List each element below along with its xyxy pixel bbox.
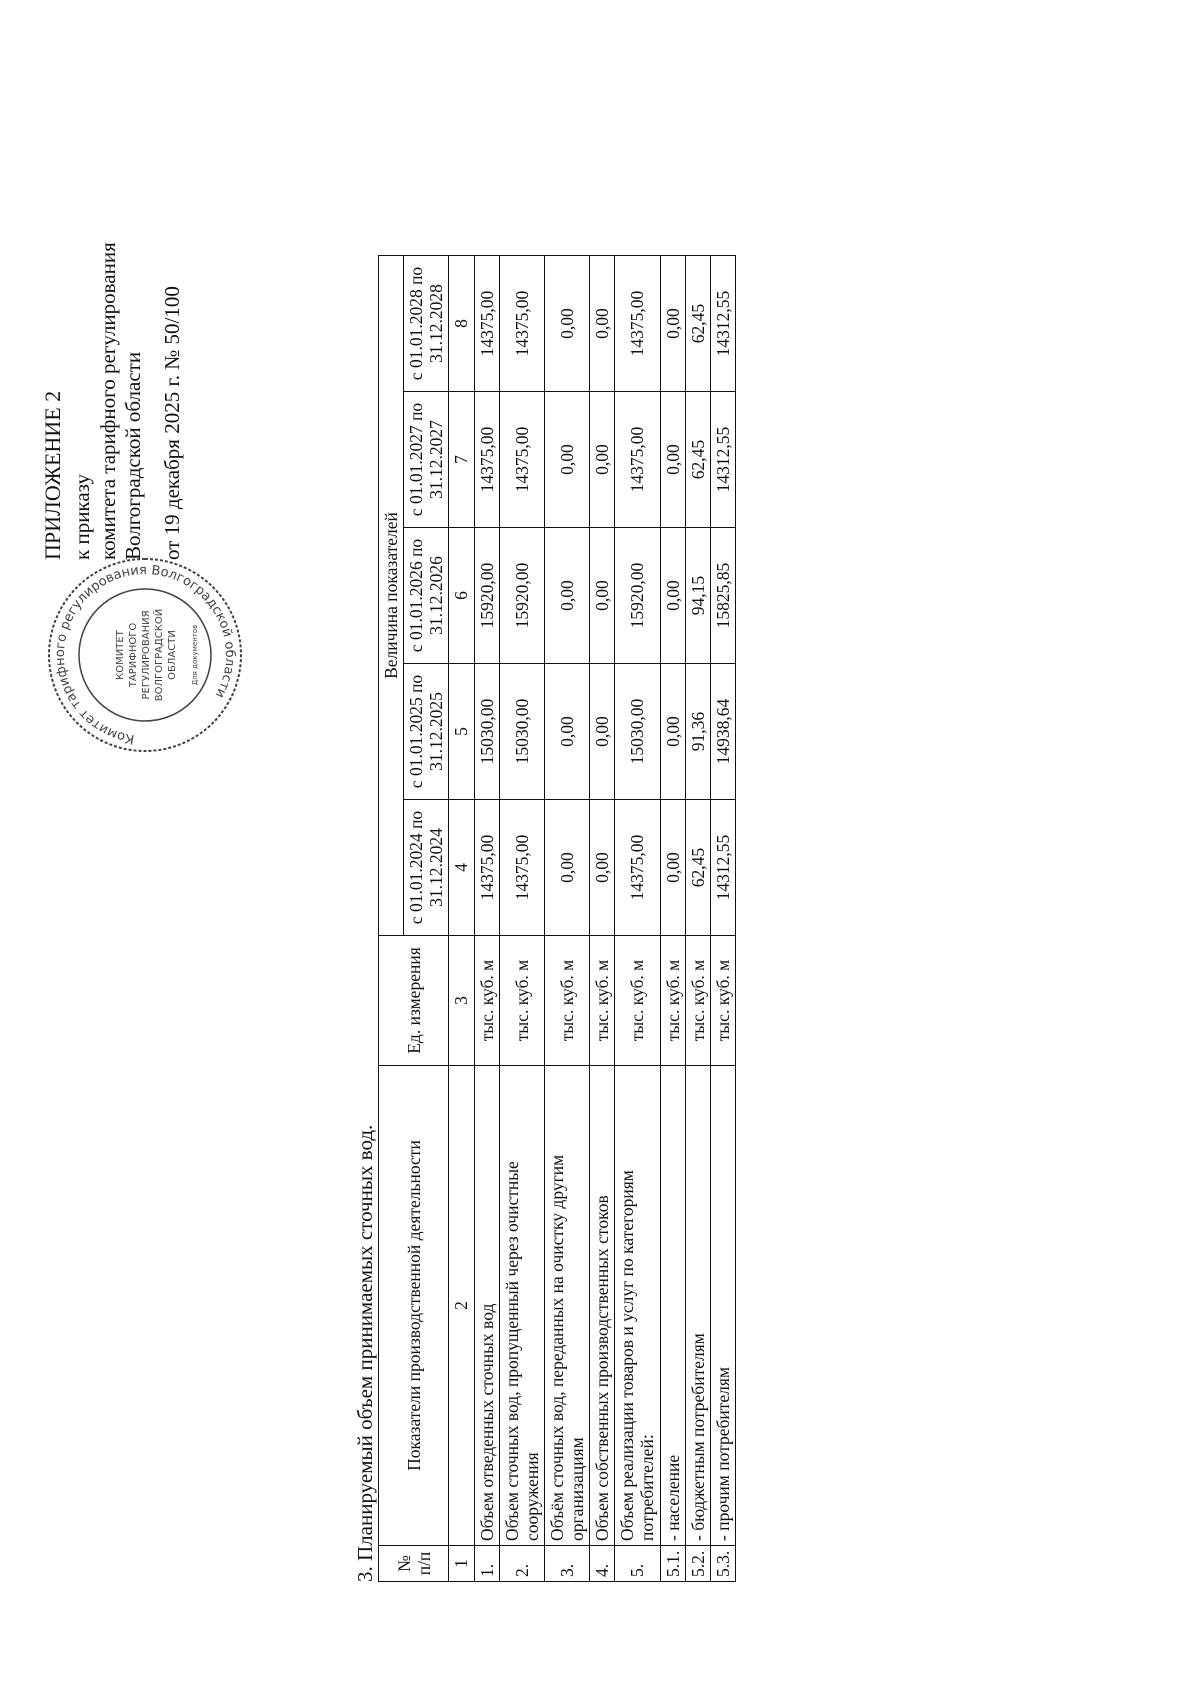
row-value: 14375,00	[474, 256, 499, 392]
row-value: 15030,00	[474, 664, 499, 800]
row-indicator: - прочим потребителям	[710, 1066, 735, 1546]
svg-text:ОБЛАСТИ: ОБЛАСТИ	[167, 630, 178, 680]
svg-text:КОМИТЕТ: КОМИТЕТ	[115, 630, 126, 680]
row-value: 0,00	[544, 528, 589, 664]
row-unit: тыс. куб. м	[615, 936, 660, 1066]
row-value: 14375,00	[474, 800, 499, 936]
row-value: 0,00	[660, 664, 685, 800]
header-line-order: к приказу	[70, 474, 95, 560]
row-value: 0,00	[660, 256, 685, 392]
row-number: 2.	[499, 1546, 544, 1582]
stamp-outer-text: Комитет тарифного регулирования Волгоградской области	[52, 562, 238, 747]
row-value: 15825,85	[710, 528, 735, 664]
index-cell: 7	[449, 392, 474, 528]
row-indicator: Объем реализации товаров и услуг по категориям потребителей:	[615, 1066, 660, 1546]
table-row	[660, 256, 685, 1582]
header-period: с 01.01.2027 по 31.12.2027	[404, 392, 449, 528]
row-number: 1.	[474, 1546, 499, 1582]
index-cell: 1	[449, 1546, 474, 1582]
table-row	[590, 256, 615, 1582]
row-unit: тыс. куб. м	[544, 936, 589, 1066]
index-cell: 4	[449, 800, 474, 936]
header-unit: Ед. измерения	[379, 936, 449, 1066]
row-value: 14375,00	[499, 256, 544, 392]
official-seal-icon	[45, 555, 245, 755]
table-index-row	[449, 256, 474, 1582]
header-line-committee: комитета тарифного регулирования	[95, 242, 120, 560]
index-cell: 5	[449, 664, 474, 800]
table-row	[499, 256, 544, 1582]
row-value: 14312,55	[710, 800, 735, 936]
svg-text:ВОЛГОГРАДСКОЙ: ВОЛГОГРАДСКОЙ	[154, 608, 165, 702]
header-period: с 01.01.2026 по 31.12.2026	[404, 528, 449, 664]
row-value: 15030,00	[499, 664, 544, 800]
row-value: 14375,00	[499, 392, 544, 528]
row-value: 0,00	[590, 256, 615, 392]
row-number: 5.3.	[710, 1546, 735, 1582]
row-unit: тыс. куб. м	[660, 936, 685, 1066]
row-value: 0,00	[590, 664, 615, 800]
table-row	[615, 256, 660, 1582]
row-number: 4.	[590, 1546, 615, 1582]
header-group: Величина показателей	[379, 256, 404, 936]
row-value: 14375,00	[615, 392, 660, 528]
row-value: 0,00	[590, 392, 615, 528]
index-cell: 2	[449, 1066, 474, 1546]
row-value: 15920,00	[615, 528, 660, 664]
row-value: 14375,00	[499, 800, 544, 936]
table-row	[710, 256, 735, 1582]
row-value: 15920,00	[474, 528, 499, 664]
row-value: 14938,64	[710, 664, 735, 800]
appendix-header	[40, 60, 185, 560]
index-cell: 6	[449, 528, 474, 664]
row-indicator: Объём сточных вод, переданных на очистку другим организациям	[544, 1066, 589, 1546]
row-indicator: - население	[660, 1066, 685, 1546]
section-title: 3. Планируемый объем принимаемых сточных вод.	[353, 1124, 377, 1582]
index-cell: 3	[449, 936, 474, 1066]
header-indicator: Показатели производственной деятельности	[379, 1066, 449, 1546]
row-value: 0,00	[660, 528, 685, 664]
row-value: 14312,55	[710, 392, 735, 528]
row-unit: тыс. куб. м	[685, 936, 710, 1066]
table-row	[474, 256, 499, 1582]
row-value: 15920,00	[499, 528, 544, 664]
row-value: 94,15	[685, 528, 710, 664]
order-date: от 19 декабря 2025 г. № 50/100	[159, 286, 184, 560]
row-number: 5.2.	[685, 1546, 710, 1582]
row-indicator: Объем отведенных сточных вод	[474, 1066, 499, 1546]
row-unit: тыс. куб. м	[710, 936, 735, 1066]
svg-text:Для документов: Для документов	[191, 624, 199, 686]
row-value: 0,00	[660, 392, 685, 528]
row-number: 3.	[544, 1546, 589, 1582]
row-indicator: - бюджетным потребителям	[685, 1066, 710, 1546]
row-value: 0,00	[660, 800, 685, 936]
row-value: 0,00	[544, 392, 589, 528]
wastewater-volume-table	[378, 255, 736, 1582]
table-row	[685, 256, 710, 1582]
row-unit: тыс. куб. м	[590, 936, 615, 1066]
row-value: 62,45	[685, 256, 710, 392]
header-period: с 01.01.2028 по 31.12.2028	[404, 256, 449, 392]
row-value: 14375,00	[615, 800, 660, 936]
row-value: 0,00	[544, 800, 589, 936]
row-value: 0,00	[590, 528, 615, 664]
row-indicator: Объем сточных вод, пропущенный через очистные сооружения	[499, 1066, 544, 1546]
row-value: 14312,55	[710, 256, 735, 392]
row-number: 5.	[615, 1546, 660, 1582]
header-period: с 01.01.2024 по 31.12.2024	[404, 800, 449, 936]
row-value: 0,00	[544, 256, 589, 392]
row-value: 62,45	[685, 800, 710, 936]
header-line-region: Волгоградской области	[120, 351, 145, 560]
row-value: 91,36	[685, 664, 710, 800]
header-period: с 01.01.2025 по 31.12.2025	[404, 664, 449, 800]
table-header-row	[379, 256, 404, 1582]
row-value: 14375,00	[474, 392, 499, 528]
svg-text:РЕГУЛИРОВАНИЯ: РЕГУЛИРОВАНИЯ	[141, 610, 152, 700]
row-value: 0,00	[590, 800, 615, 936]
row-value: 62,45	[685, 392, 710, 528]
row-value: 0,00	[544, 664, 589, 800]
row-indicator: Объем собственных производственных стоков	[590, 1066, 615, 1546]
svg-text:ТАРИФНОГО: ТАРИФНОГО	[128, 622, 139, 688]
row-value: 15030,00	[615, 664, 660, 800]
row-unit: тыс. куб. м	[499, 936, 544, 1066]
row-unit: тыс. куб. м	[474, 936, 499, 1066]
table-row	[544, 256, 589, 1582]
row-number: 5.1.	[660, 1546, 685, 1582]
index-cell: 8	[449, 256, 474, 392]
header-num: № п/п	[379, 1546, 449, 1582]
row-value: 14375,00	[615, 256, 660, 392]
appendix-title: ПРИЛОЖЕНИЕ 2	[40, 390, 65, 560]
